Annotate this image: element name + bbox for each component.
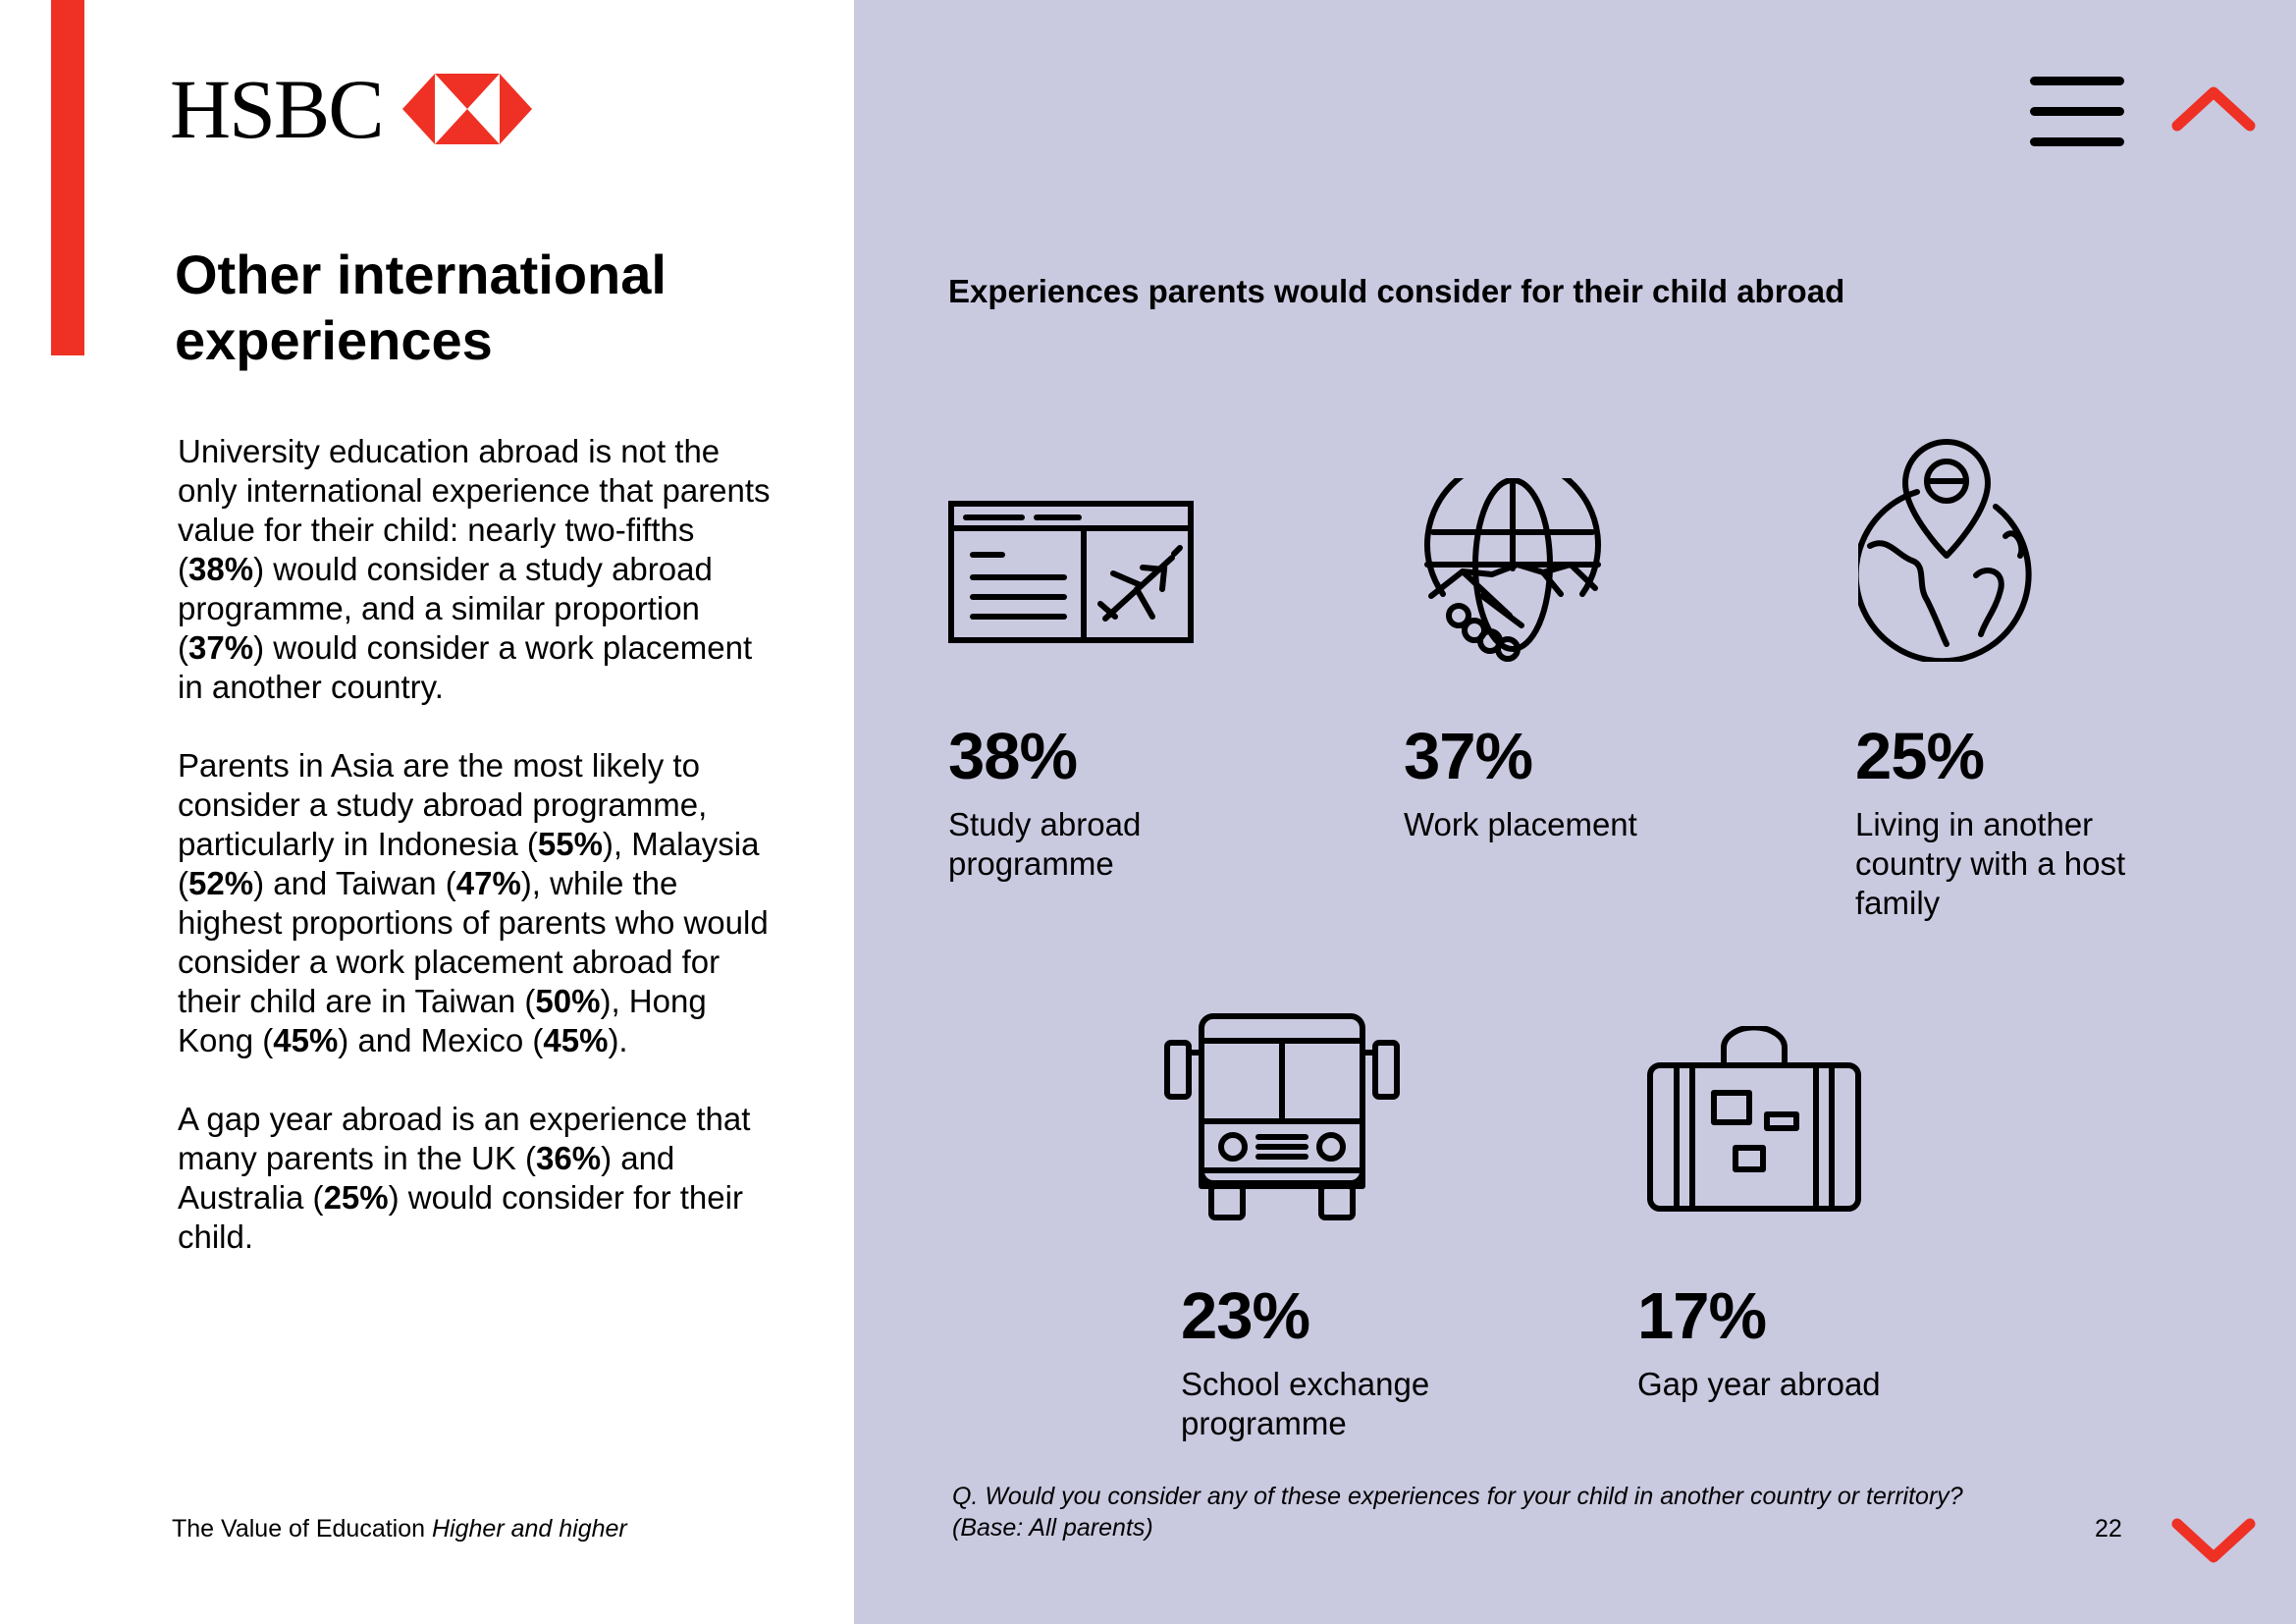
handshake-globe-icon bbox=[1423, 478, 1602, 665]
chevron-down-icon[interactable] bbox=[2169, 1512, 2258, 1571]
body-paragraph-3: A gap year abroad is an experience that many parents in the UK (36%) and Australia (25%) would consider for their child. bbox=[178, 1101, 751, 1255]
hexagon-logo-icon bbox=[402, 74, 532, 144]
menu-icon[interactable] bbox=[2030, 77, 2124, 145]
body-paragraph-1: University education abroad is not the only international experience that parents value for their child: nearly two-fifths (38%) would consider a study abroad programme, and a similar proportion (37%) would consider a work placement in another country. bbox=[178, 433, 771, 705]
chevron-up-icon[interactable] bbox=[2169, 79, 2258, 137]
stat-label: Study abroad programme bbox=[948, 806, 1142, 882]
stat-school-exchange bbox=[1181, 1279, 1475, 1443]
stat-study-abroad bbox=[948, 720, 1223, 884]
stat-host-family bbox=[1855, 720, 2150, 923]
stat-work-placement bbox=[1404, 720, 1698, 844]
hsbc-logo bbox=[170, 62, 532, 156]
report-name: The Value of Education bbox=[172, 1515, 426, 1543]
footnote-question: Q. Would you consider any of these experiences for your child in another country or territory? bbox=[952, 1483, 1963, 1510]
stat-percent: 25% bbox=[1855, 720, 1985, 793]
accent-bar bbox=[51, 0, 84, 355]
bus-icon bbox=[1164, 1013, 1400, 1221]
suitcase-icon bbox=[1647, 1026, 1861, 1213]
stat-percent: 17% bbox=[1637, 1279, 1767, 1353]
body-paragraph-2: Parents in Asia are the most likely to consider a study abroad programme, particularly in Indonesia (55%), Malaysia (52%) and Taiwan (47%), while the highest proportions of parents who would consider a work placement abroad for their child are in Taiwan (50%), Hong Kong (45%) and Mexico (45%). bbox=[178, 747, 769, 1058]
stat-percent: 37% bbox=[1404, 720, 1533, 793]
globe-pin-icon bbox=[1858, 438, 2035, 662]
stat-label: Work placement bbox=[1404, 806, 1637, 842]
stat-label: School exchange programme bbox=[1181, 1366, 1430, 1441]
footer-report-title bbox=[172, 1515, 627, 1543]
stat-percent: 23% bbox=[1181, 1279, 1310, 1353]
infographic-title: Experiences parents would consider for their child abroad bbox=[948, 273, 1845, 309]
page-number: 22 bbox=[2095, 1515, 2122, 1543]
logo-wordmark: HSBC bbox=[170, 62, 383, 156]
stat-gap-year bbox=[1637, 1279, 1932, 1404]
report-subtitle: Higher and higher bbox=[432, 1515, 627, 1543]
stat-label: Living in another country with a host family bbox=[1855, 806, 2126, 921]
footnote-base: (Base: All parents) bbox=[952, 1514, 1153, 1542]
body-text bbox=[178, 432, 776, 1296]
boarding-pass-icon bbox=[948, 501, 1194, 643]
stat-percent: 38% bbox=[948, 720, 1078, 793]
stat-label: Gap year abroad bbox=[1637, 1366, 1881, 1402]
page-title: Other international experiences bbox=[175, 244, 667, 371]
footnote bbox=[952, 1481, 2032, 1543]
